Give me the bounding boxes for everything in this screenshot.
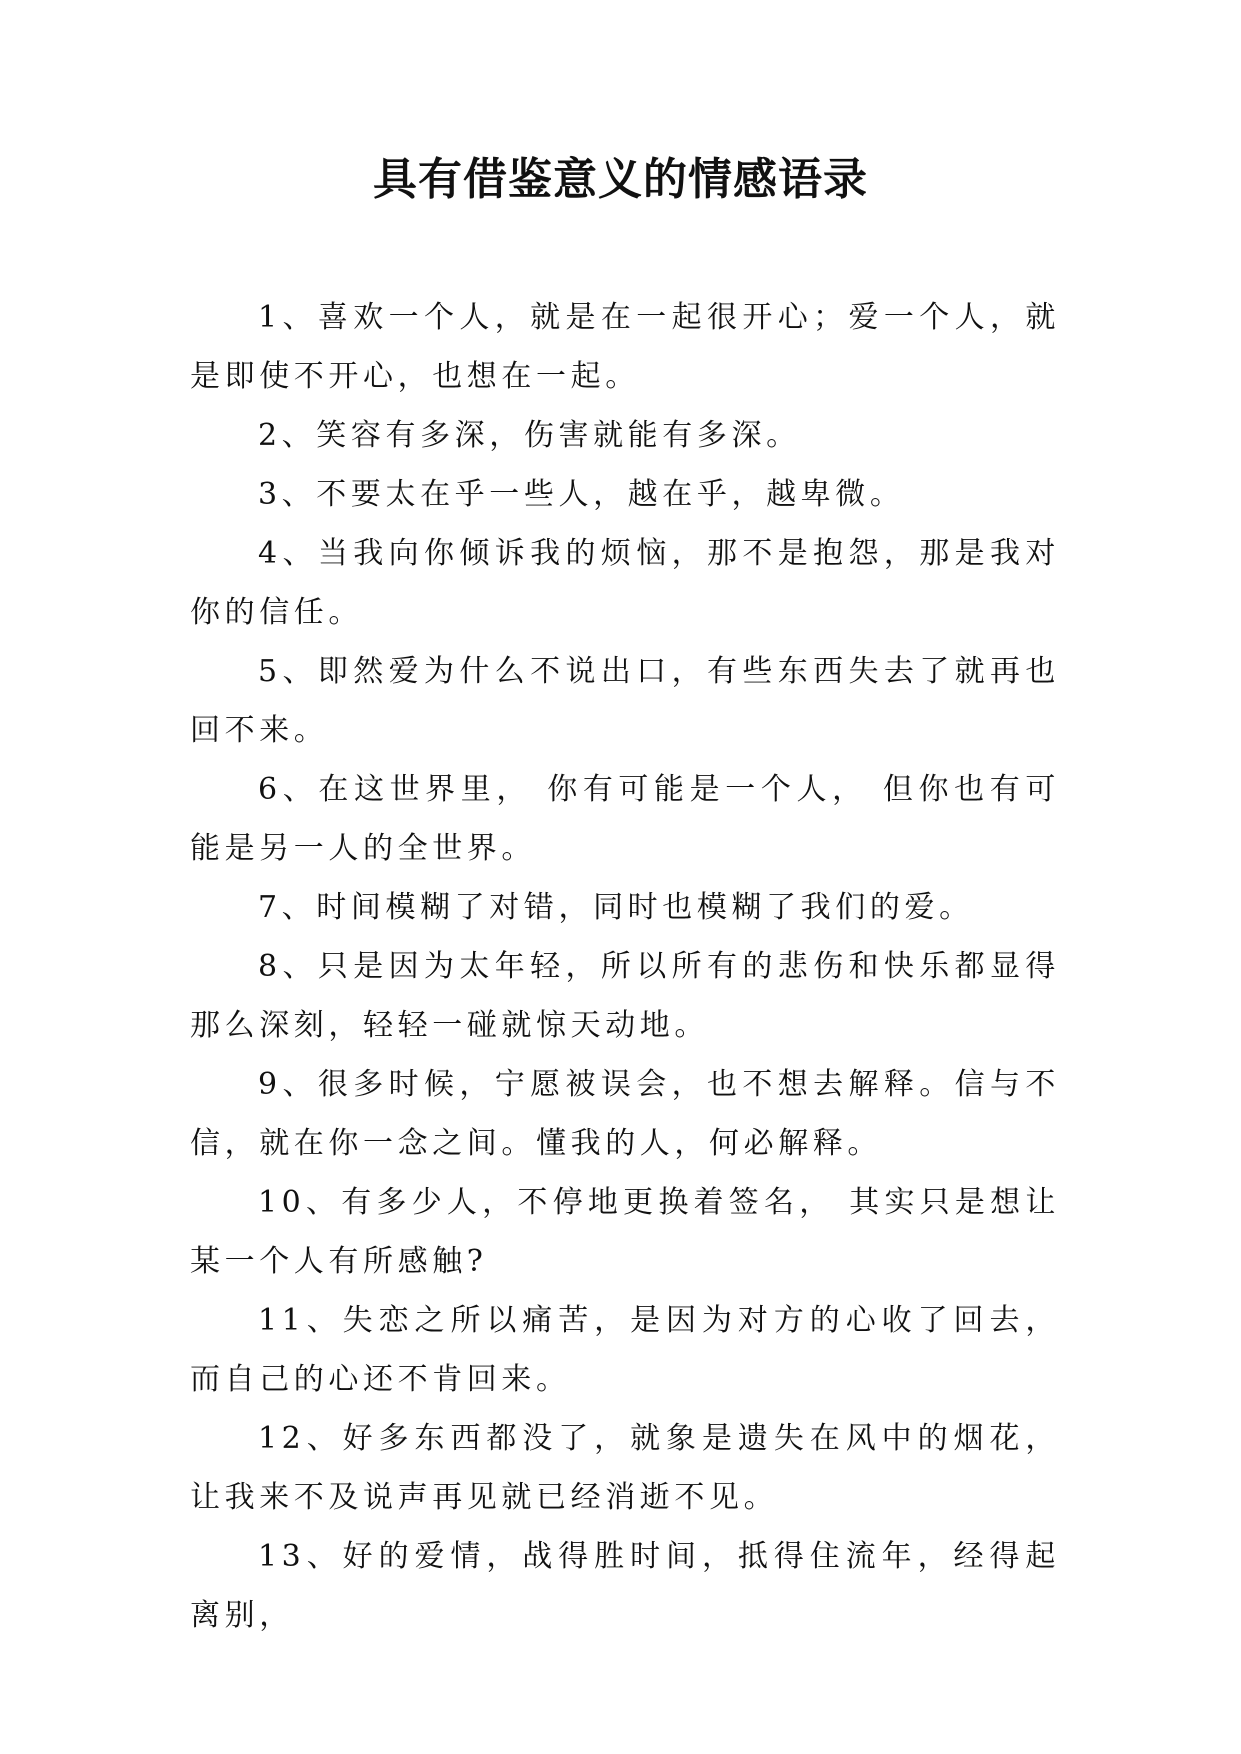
- paragraph-9: 9、很多时候，宁愿被误会，也不想去解释。信与不信，就在你一念之间。懂我的人，何必解释。: [190, 1067, 1060, 1161]
- paragraph-4: 4、当我向你倾诉我的烦恼，那不是抱怨，那是我对你的信任。: [190, 536, 1060, 630]
- paragraph-1: 1、喜欢一个人，就是在一起很开心；爱一个人，就是即使不开心，也想在一起。: [190, 300, 1060, 394]
- paragraph-7: 7、时间模糊了对错，同时也模糊了我们的爱。: [258, 890, 974, 925]
- paragraph-8: 8、只是因为太年轻，所以所有的悲伤和快乐都显得那么深刻，轻轻一碰就惊天动地。: [190, 949, 1060, 1043]
- paragraph-6: 6、在这世界里， 你有可能是一个人， 但你也有可能是另一人的全世界。: [190, 772, 1060, 866]
- paragraph-2: 2、笑容有多深，伤害就能有多深。: [258, 418, 801, 453]
- paragraph-3: 3、不要太在乎一些人，越在乎，越卑微。: [258, 477, 905, 512]
- document-title: 具有借鉴意义的情感语录: [373, 154, 868, 205]
- document-body: [190, 288, 1060, 1645]
- paragraph-5: 5、即然爱为什么不说出口，有些东西失去了就再也回不来。: [190, 654, 1060, 748]
- paragraph-12: 12、好多东西都没了，就象是遗失在风中的烟花，让我来不及说声再见就已经消逝不见。: [190, 1421, 1060, 1515]
- paragraph-13: 13、好的爱情，战得胜时间，抵得住流年，经得起离别，: [190, 1539, 1060, 1633]
- paragraph-11: 11、失恋之所以痛苦，是因为对方的心收了回去，而自己的心还不肯回来。: [190, 1303, 1060, 1397]
- paragraph-10: 10、有多少人，不停地更换着签名， 其实只是想让某一个人有所感触?: [190, 1185, 1060, 1279]
